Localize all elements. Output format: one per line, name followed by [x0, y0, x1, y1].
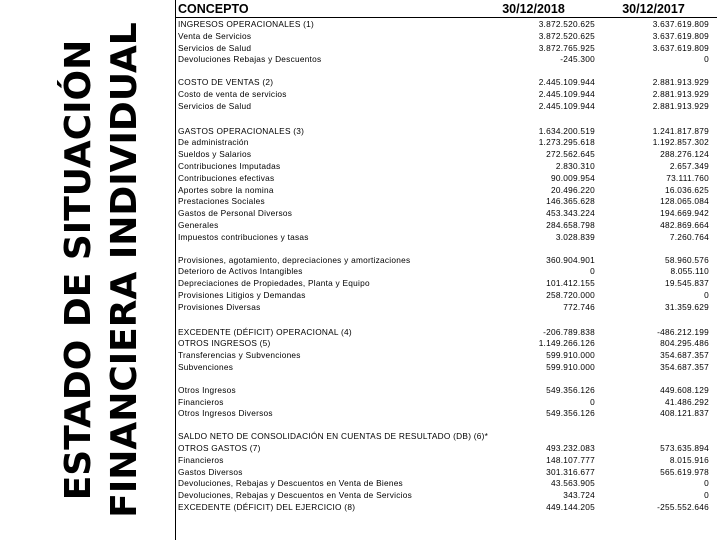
value-2017: 288.276.124	[660, 149, 709, 160]
value-2018: 360.904.901	[546, 254, 595, 265]
value-2017: 804.295.486	[660, 338, 709, 349]
table-row	[176, 278, 717, 290]
value-2018: 272.562.645	[546, 149, 595, 160]
value-2018: 599.910.000	[546, 361, 595, 372]
value-2017: 2.657.349	[669, 160, 709, 171]
value-2018: 549.356.126	[546, 408, 595, 419]
row-label: OTROS GASTOS (7)	[178, 442, 261, 453]
value-2018: -245.300	[560, 54, 595, 65]
financial-statement-table	[175, 0, 717, 540]
row-label: Venta de Servicios	[178, 30, 252, 41]
table-row	[176, 77, 717, 89]
row-label: Provisiones Diversas	[178, 301, 261, 312]
value-2018: 772.746	[563, 301, 595, 312]
row-label: INGRESOS OPERACIONALES (1)	[178, 19, 315, 29]
value-2018: 258.720.000	[546, 289, 595, 300]
value-2018: 453.343.224	[546, 208, 595, 219]
row-label: COSTO DE VENTAS (2)	[178, 77, 274, 88]
value-2017: 41.486.292	[664, 396, 709, 407]
table-row	[176, 43, 717, 55]
value-2018: 43.563.905	[550, 478, 595, 489]
row-label: Devoluciones, Rebajas y Descuentos en Venta de Servicios	[178, 490, 412, 501]
value-2018: 101.412.155	[546, 278, 595, 289]
row-label: Otros Ingresos Diversos	[178, 408, 273, 419]
row-label: Transferencias y Subvenciones	[178, 350, 301, 361]
row-label: SALDO NETO DE CONSOLIDACIÓN EN CUENTAS DE RESULTADO (DB) (6)*	[178, 431, 489, 442]
section-gap	[176, 314, 717, 327]
row-label: Servicios de Salud	[178, 100, 252, 111]
table-row	[176, 478, 717, 490]
table-row	[176, 54, 717, 66]
row-label: Servicios de Salud	[178, 42, 252, 53]
value-2018: 343.724	[563, 490, 595, 501]
table-row	[176, 101, 717, 113]
table-row	[176, 173, 717, 185]
value-2017: 3.637.619.809	[652, 30, 709, 41]
value-2017: 8.015.916	[669, 454, 709, 465]
value-2017: 16.036.625	[664, 184, 709, 195]
value-2018: 2.830.310	[555, 160, 595, 171]
value-2017: 1.192.857.302	[652, 137, 709, 148]
title-line-2: FINANCIERA INDIVIDUAL	[104, 22, 145, 518]
value-2017: 482.869.664	[660, 219, 709, 230]
value-2018: 1.634.200.519	[538, 125, 595, 136]
row-label: Provisiones Litigios y Demandas	[178, 289, 306, 300]
section-gap	[176, 244, 717, 255]
header-2018: 30/12/2018	[502, 2, 565, 16]
table-row	[176, 232, 717, 244]
section-gap	[176, 420, 717, 431]
row-label: Provisiones, agotamiento, depreciaciones y amortizaciones	[178, 254, 411, 265]
value-2018: 301.316.677	[546, 466, 595, 477]
value-2018: 1.149.266.126	[538, 338, 595, 349]
table-row	[176, 137, 717, 149]
value-2018: 549.356.126	[546, 384, 595, 395]
section-gap	[176, 374, 717, 385]
value-2018: 3.872.765.925	[538, 42, 595, 53]
row-label: OTROS INGRESOS (5)	[178, 338, 271, 349]
row-label: De administración	[178, 137, 249, 148]
value-2017: 0	[704, 478, 709, 489]
value-2018: 148.107.777	[546, 454, 595, 465]
value-2017: 0	[704, 490, 709, 501]
table-row	[176, 161, 717, 173]
value-2017: 354.687.357	[660, 350, 709, 361]
value-2018: 0	[590, 396, 595, 407]
table-row	[176, 502, 717, 514]
value-2017: 2.881.913.929	[652, 100, 709, 111]
value-2017: 19.545.837	[664, 278, 709, 289]
value-2017: 3.637.619.809	[652, 19, 709, 29]
table-row	[176, 126, 717, 138]
vertical-title	[42, 0, 162, 540]
row-label: Devoluciones Rebajas y Descuentos	[178, 54, 322, 65]
value-2017: 408.121.837	[660, 408, 709, 419]
value-2018: 3.872.520.625	[538, 30, 595, 41]
table-row	[176, 350, 717, 362]
value-2017: 73.111.760	[666, 172, 709, 183]
value-2018: 20.496.220	[550, 184, 595, 195]
header-concepto: CONCEPTO	[178, 2, 249, 16]
document-title	[56, 22, 148, 518]
table-row	[176, 490, 717, 502]
value-2017: 2.881.913.929	[652, 88, 709, 99]
value-2017: -486.212.199	[657, 326, 709, 337]
value-2018: -206.789.838	[543, 326, 595, 337]
table-row	[176, 455, 717, 467]
value-2017: 449.608.129	[660, 384, 709, 395]
row-label: Sueldos y Salarios	[178, 149, 252, 160]
table-row	[176, 185, 717, 197]
table-row	[176, 149, 717, 161]
row-label: Gastos de Personal Diversos	[178, 208, 293, 219]
table-row	[176, 19, 717, 31]
table-row	[176, 467, 717, 479]
value-2018: 493.232.083	[546, 442, 595, 453]
value-2018: 3.872.520.625	[538, 19, 595, 29]
value-2018: 1.273.295.618	[538, 137, 595, 148]
row-label: Depreciaciones de Propiedades, Planta y Equipo	[178, 278, 370, 289]
row-label: Contribuciones Imputadas	[178, 160, 281, 171]
table-row	[176, 89, 717, 101]
value-2018: 2.445.109.944	[538, 88, 595, 99]
row-label: Costo de venta de servicios	[178, 88, 287, 99]
value-2018: 2.445.109.944	[538, 100, 595, 111]
value-2017: -255.552.646	[657, 501, 709, 512]
row-label: Generales	[178, 219, 219, 230]
row-label: Gastos Diversos	[178, 466, 243, 477]
value-2017: 3.637.619.809	[652, 42, 709, 53]
value-2017: 565.619.978	[660, 466, 709, 477]
value-2018: 449.144.205	[546, 501, 595, 512]
row-label: Contribuciones efectivas	[178, 172, 275, 183]
value-2017: 354.687.357	[660, 361, 709, 372]
table-row	[176, 196, 717, 208]
row-label: Financieros	[178, 454, 224, 465]
value-2017: 7.260.764	[669, 231, 709, 242]
table-row	[176, 208, 717, 220]
value-2017: 194.669.942	[660, 208, 709, 219]
value-2018: 599.910.000	[546, 350, 595, 361]
value-2017: 2.881.913.929	[652, 77, 709, 88]
value-2017: 1.241.817.879	[652, 125, 709, 136]
section-gap	[176, 113, 717, 126]
value-2018: 0	[590, 266, 595, 277]
section-gap	[176, 66, 717, 77]
table-row	[176, 31, 717, 43]
value-2018: 284.658.798	[546, 219, 595, 230]
table-row	[176, 431, 717, 443]
value-2017: 58.960.576	[664, 254, 709, 265]
value-2018: 2.445.109.944	[538, 77, 595, 88]
row-label: Financieros	[178, 396, 224, 407]
table-row	[176, 327, 717, 339]
table-row	[176, 220, 717, 232]
value-2018: 3.028.839	[555, 231, 595, 242]
value-2017: 573.635.894	[660, 442, 709, 453]
table-row	[176, 397, 717, 409]
value-2017: 8.055.110	[670, 266, 709, 277]
table-row	[176, 408, 717, 420]
row-label: EXCEDENTE (DÉFICIT) DEL EJERCICIO (8)	[178, 501, 356, 512]
value-2018: 146.365.628	[546, 196, 595, 207]
table-row	[176, 443, 717, 455]
row-label: Impuestos contribuciones y tasas	[178, 231, 309, 242]
table-row	[176, 266, 717, 278]
value-2018: 90.009.954	[550, 172, 595, 183]
table-row	[176, 290, 717, 302]
row-label: Otros Ingresos	[178, 384, 236, 395]
table-row	[176, 338, 717, 350]
value-2017: 128.065.084	[660, 196, 709, 207]
table-row	[176, 385, 717, 397]
title-line-1: ESTADO DE SITUACIÓN	[58, 39, 99, 501]
row-label: Subvenciones	[178, 361, 234, 372]
value-2017: 31.359.629	[664, 301, 709, 312]
table-body	[176, 18, 717, 514]
row-label: Aportes sobre la nomina	[178, 184, 274, 195]
row-label: Prestaciones Sociales	[178, 196, 265, 207]
row-label: Devoluciones, Rebajas y Descuentos en Venta de Bienes	[178, 478, 403, 489]
table-row	[176, 362, 717, 374]
table-row	[176, 302, 717, 314]
value-2017: 0	[704, 54, 709, 65]
row-label: EXCEDENTE (DÉFICIT) OPERACIONAL (4)	[178, 326, 352, 337]
table-header	[176, 0, 717, 18]
row-label: Deterioro de Activos Intangibles	[178, 266, 303, 277]
value-2017: 0	[704, 289, 709, 300]
row-label: GASTOS OPERACIONALES (3)	[178, 125, 305, 136]
header-2017: 30/12/2017	[622, 2, 685, 16]
table-row	[176, 255, 717, 267]
